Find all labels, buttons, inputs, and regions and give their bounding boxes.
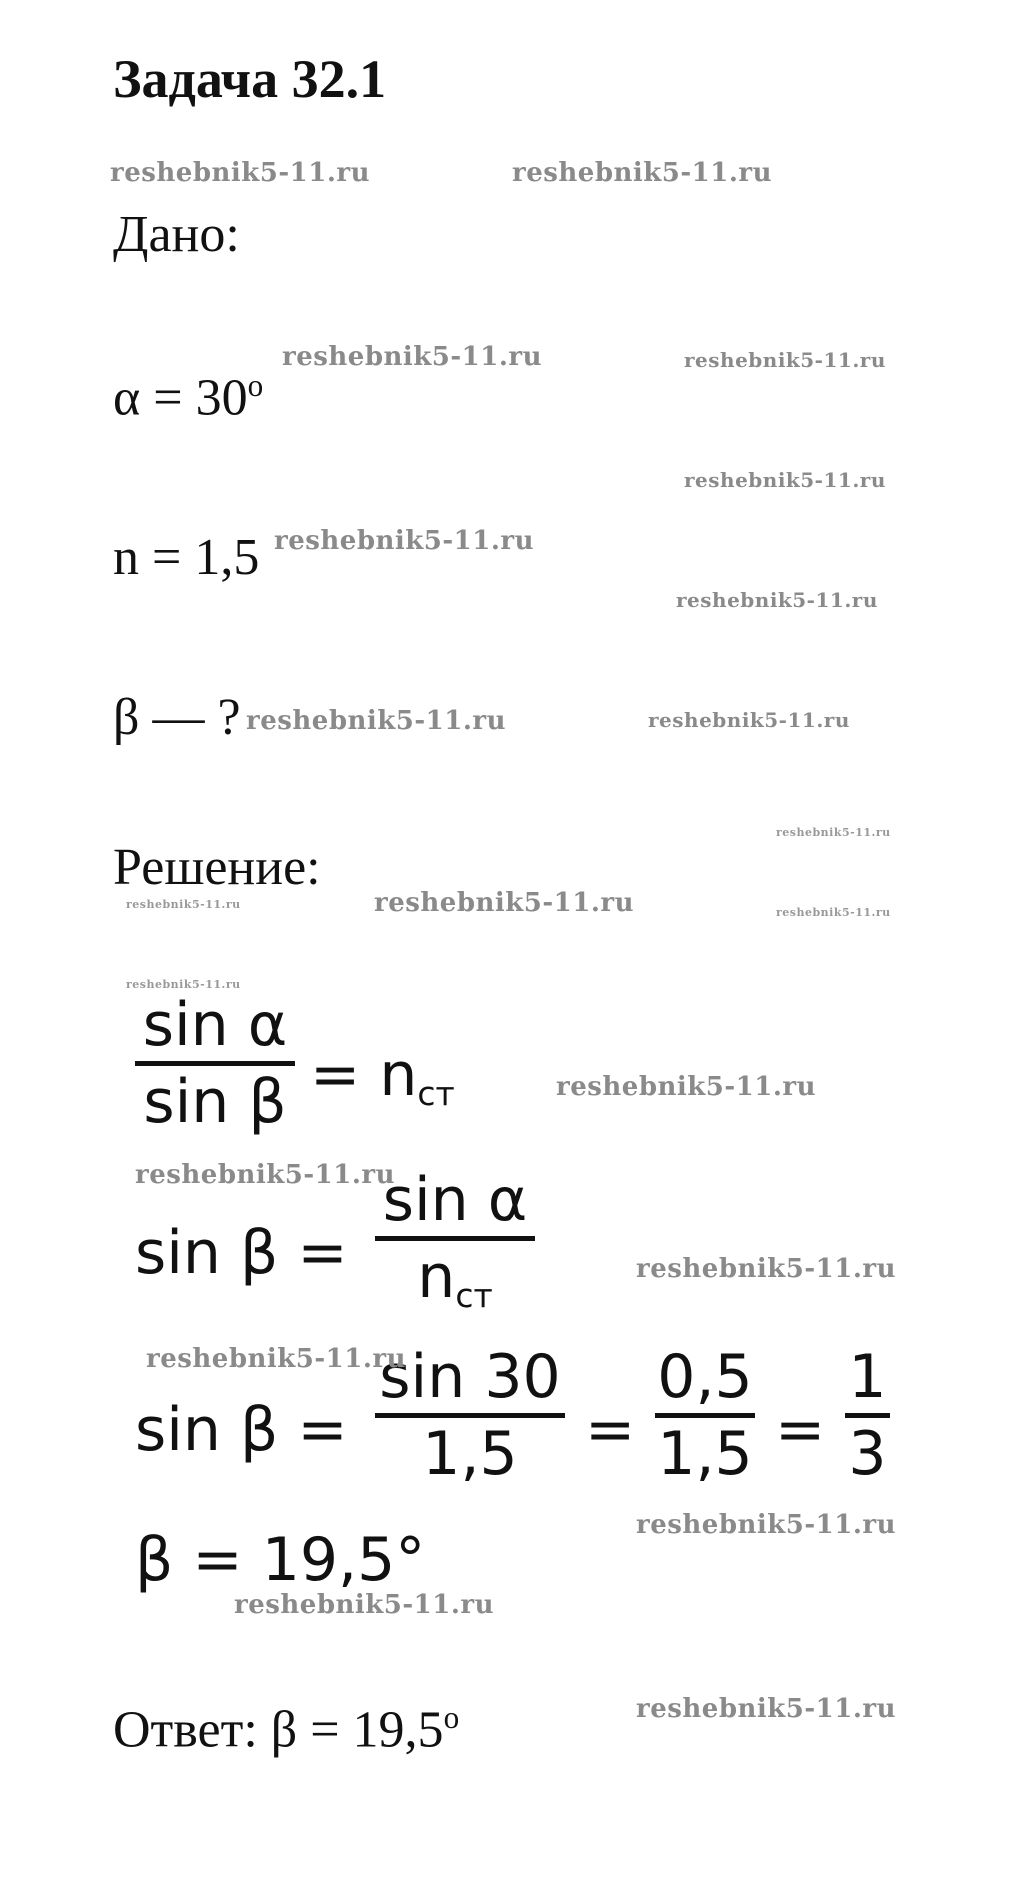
given-n: n = 1,5 bbox=[113, 529, 260, 586]
formula-rhs bbox=[310, 1040, 455, 1113]
fraction-numerator: sin α bbox=[142, 990, 288, 1060]
fraction-den-text: n bbox=[417, 1242, 456, 1312]
fraction-denominator: 1,5 bbox=[422, 1419, 518, 1489]
watermark: reshebnik5-11.ru bbox=[135, 1160, 396, 1190]
formula2-lhs: sin β = bbox=[135, 1218, 348, 1288]
answer-text: Ответ: β = 19,5 bbox=[113, 1701, 444, 1759]
given-label: Дано: bbox=[113, 206, 240, 263]
watermark: reshebnik5-11.ru bbox=[282, 342, 543, 372]
fraction-bar bbox=[135, 1061, 295, 1066]
watermark: reshebnik5-11.ru bbox=[110, 158, 371, 188]
watermark: reshebnik5-11.ru bbox=[776, 826, 891, 839]
fraction-numerator: sin 30 bbox=[379, 1342, 561, 1412]
degree-sup: o bbox=[247, 368, 264, 403]
fraction-bar bbox=[375, 1236, 535, 1241]
watermark: reshebnik5-11.ru bbox=[636, 1510, 897, 1540]
page-title: Задача 32.1 bbox=[113, 49, 387, 109]
watermark: reshebnik5-11.ru bbox=[126, 978, 241, 991]
fraction-numerator: sin α bbox=[382, 1165, 528, 1235]
watermark: reshebnik5-11.ru bbox=[684, 468, 886, 492]
watermark: reshebnik5-11.ru bbox=[636, 1694, 897, 1724]
watermark: reshebnik5-11.ru bbox=[776, 906, 891, 919]
formula-rhs-text: = n bbox=[310, 1040, 418, 1110]
watermark: reshebnik5-11.ru bbox=[684, 348, 886, 372]
fraction-denominator: sin β bbox=[143, 1067, 287, 1137]
given-alpha bbox=[113, 368, 263, 427]
fraction-numerator: 0,5 bbox=[657, 1342, 753, 1412]
solution-label: Решение: bbox=[113, 839, 321, 896]
fraction-bar bbox=[655, 1413, 755, 1418]
formula3-lhs: sin β = bbox=[135, 1395, 348, 1465]
watermark: reshebnik5-11.ru bbox=[676, 588, 878, 612]
watermark: reshebnik5-11.ru bbox=[512, 158, 773, 188]
equals-sign: = bbox=[585, 1395, 636, 1465]
fraction-numerator: 1 bbox=[848, 1342, 887, 1412]
fraction-denominator: 3 bbox=[848, 1419, 887, 1489]
fraction-denominator bbox=[417, 1242, 493, 1315]
fraction-0-5-over-1-5 bbox=[655, 1342, 755, 1489]
watermark: reshebnik5-11.ru bbox=[636, 1254, 897, 1284]
degree-sup: o bbox=[443, 1700, 460, 1735]
given-alpha-text: α = 30 bbox=[113, 369, 248, 427]
watermark: reshebnik5-11.ru bbox=[556, 1072, 817, 1102]
watermark: reshebnik5-11.ru bbox=[648, 708, 850, 732]
fraction-one-third bbox=[845, 1342, 890, 1489]
fraction-denominator: 1,5 bbox=[657, 1419, 753, 1489]
watermark: reshebnik5-11.ru bbox=[374, 888, 635, 918]
equals-sign: = bbox=[775, 1395, 826, 1465]
watermark: reshebnik5-11.ru bbox=[234, 1590, 495, 1620]
given-beta: β — ? bbox=[113, 689, 241, 746]
fraction-sin-ratio bbox=[135, 990, 295, 1137]
fraction-bar bbox=[845, 1413, 890, 1418]
fraction-bar bbox=[375, 1413, 565, 1418]
fraction-den-subscript: ст bbox=[455, 1275, 493, 1315]
watermark: reshebnik5-11.ru bbox=[246, 706, 507, 736]
formula-result: β = 19,5° bbox=[135, 1525, 426, 1595]
watermark: reshebnik5-11.ru bbox=[126, 898, 241, 911]
watermark: reshebnik5-11.ru bbox=[274, 526, 535, 556]
watermark: reshebnik5-11.ru bbox=[146, 1344, 407, 1374]
answer-line bbox=[113, 1700, 459, 1759]
formula-rhs-subscript: ст bbox=[417, 1073, 455, 1113]
fraction-sin-alpha-over-n bbox=[375, 1165, 535, 1315]
